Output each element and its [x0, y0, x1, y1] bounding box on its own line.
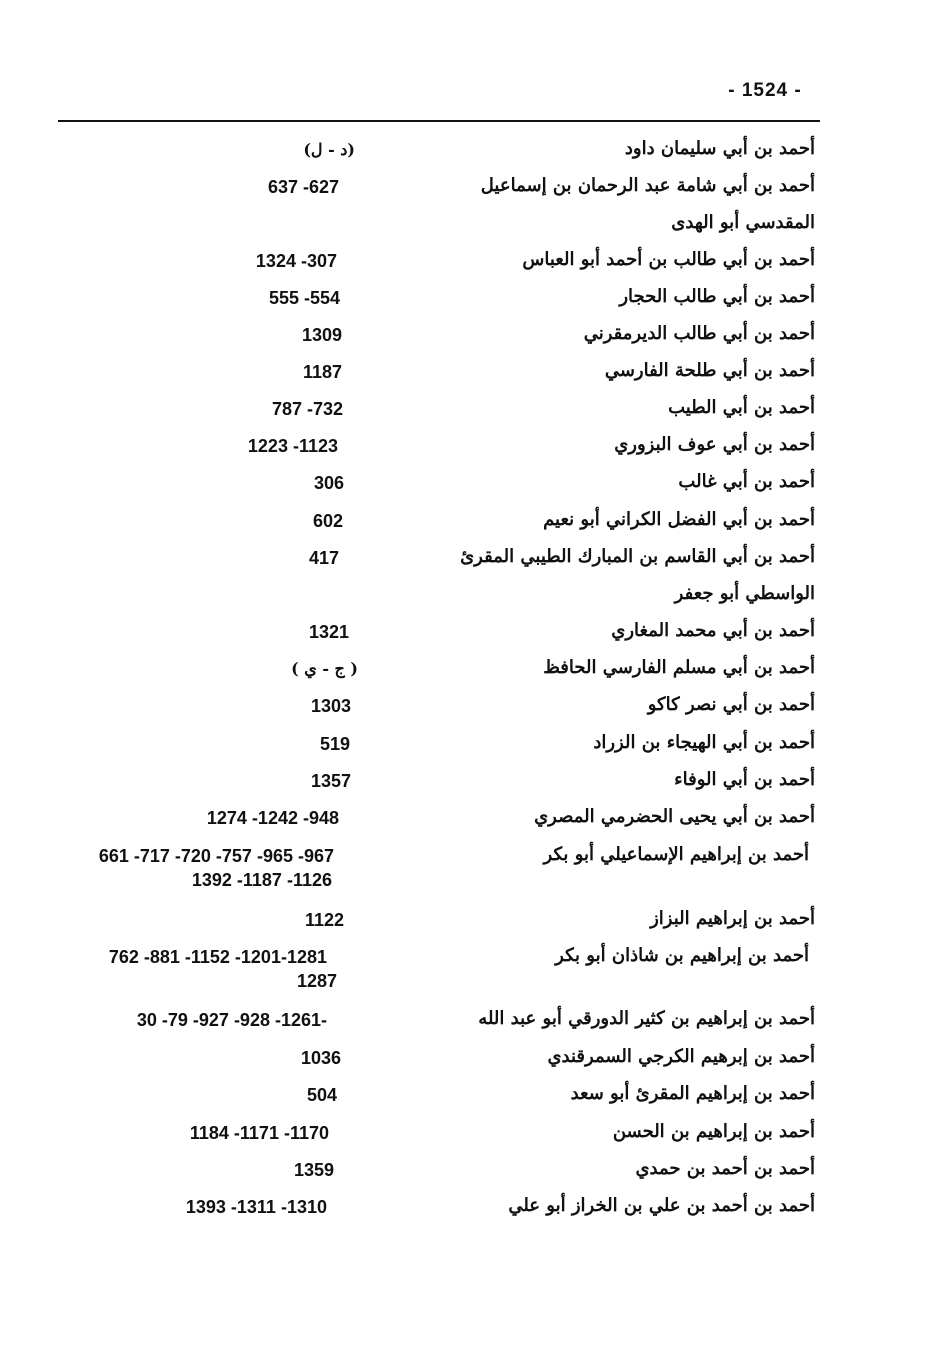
entry-pages: 1036 — [300, 1048, 341, 1068]
entry-pages: 1223 -1123 — [247, 436, 338, 456]
entry-pages: 762 -881 -1152 -1201-1281 — [108, 947, 327, 967]
entry-pages: 1274 -1242 -948 — [206, 808, 339, 828]
entry-name: أحمد بن أبي سليمان داود — [624, 138, 815, 159]
entry-pages: 1393 -1311 -1310 — [185, 1197, 327, 1217]
entry-sigla: (د - ل) — [303, 140, 355, 159]
entry-name: أحمد بن إبراهيم بن كثير الدورقي أبو عبد الله — [478, 1008, 815, 1029]
entry-pages: 661 -717 -720 -757 -965 -967 — [98, 846, 334, 866]
entry-name: أحمد بن أبي عوف البزوري — [614, 434, 815, 455]
entry-name: أحمد بن أبي القاسم بن المبارك الطيبي المقرئ — [460, 546, 815, 567]
entry-pages: 306 — [313, 473, 344, 493]
entry-name: أحمد بن أبي طالب الديرمقرني — [583, 323, 815, 344]
entry-name: أحمد بن إبراهيم الإسماعيلي أبو بكر — [543, 844, 809, 865]
entry-name: أحمد بن إبراهيم بن شاذان أبو بكر — [555, 945, 809, 966]
entry-pages: 417 — [308, 548, 339, 568]
entry-pages: 1359 — [293, 1160, 334, 1180]
entry-name: أحمد بن أبي الطيب — [668, 397, 815, 418]
entry-pages: 637 -627 — [267, 177, 339, 197]
entry-pages-continued: 1392 -1187 -1126 — [191, 870, 332, 890]
entry-name: أحمد بن أبي نصر كاكو — [647, 694, 815, 715]
entry-name: أحمد بن أبي الفضل الكراني أبو نعيم — [543, 509, 815, 530]
entry-sigla: ( ج - ي ) — [291, 659, 358, 678]
entry-pages: 602 — [312, 511, 343, 531]
entry-pages: 1357 — [310, 771, 351, 791]
entry-pages: 1321 — [308, 622, 349, 642]
entry-pages-continued: 1287 — [296, 971, 337, 991]
entry-name: أحمد بن أحمد بن علي بن الخراز أبو علي — [508, 1195, 815, 1216]
entry-name: أحمد بن أبي شامة عبد الرحمان بن إسماعيل — [480, 175, 815, 196]
entry-name: أحمد بن أبي يحيى الحضرمي المصري — [534, 806, 815, 827]
entry-name: أحمد بن أبي مسلم الفارسي الحافظ — [543, 657, 815, 678]
entry-pages: 519 — [319, 734, 350, 754]
entry-name: أحمد بن إبرهيم الكرجي السمرقندي — [547, 1046, 815, 1067]
entry-pages: 1309 — [301, 325, 342, 345]
entry-name: أحمد بن أحمد بن حمدي — [635, 1158, 815, 1179]
entry-name: أحمد بن إبراهيم البزاز — [650, 908, 815, 929]
entry-name: أحمد بن إبراهيم المقرئ أبو سعد — [570, 1083, 815, 1104]
page-number: - 1524 - — [728, 80, 802, 101]
entry-name: الواسطي أبو جعفر — [674, 583, 815, 604]
entry-name: أحمد بن أبي طالب الحجار — [619, 286, 815, 307]
entry-pages: 1184 -1171 -1170 — [189, 1123, 329, 1143]
entry-pages: 504 — [306, 1085, 337, 1105]
entry-name: المقدسي أبو الهدى — [671, 212, 815, 233]
entry-name: أحمد بن أبي طالب بن أحمد أبو العباس — [522, 249, 815, 270]
entry-pages: 787 -732 — [271, 399, 343, 419]
entry-pages: 1303 — [310, 696, 351, 716]
entry-name: أحمد بن أبي الوفاء — [674, 769, 815, 790]
entry-name: أحمد بن أبي الهيجاء بن الزراد — [593, 732, 815, 753]
entry-pages: 555 -554 — [268, 288, 340, 308]
entry-pages: 1122 — [304, 910, 344, 930]
entry-pages: 1187 — [302, 362, 342, 382]
entry-pages: 30 -79 -927 -928 -1261- — [136, 1010, 327, 1030]
entry-name: أحمد بن أبي غالب — [678, 471, 815, 492]
entry-pages: 1324 -307 — [255, 251, 337, 271]
entry-name: أحمد بن أبي محمد المغاري — [611, 620, 815, 641]
entry-name: أحمد بن أبي طلحة الفارسي — [604, 360, 815, 381]
entry-name: أحمد بن إبراهيم بن الحسن — [612, 1121, 815, 1142]
